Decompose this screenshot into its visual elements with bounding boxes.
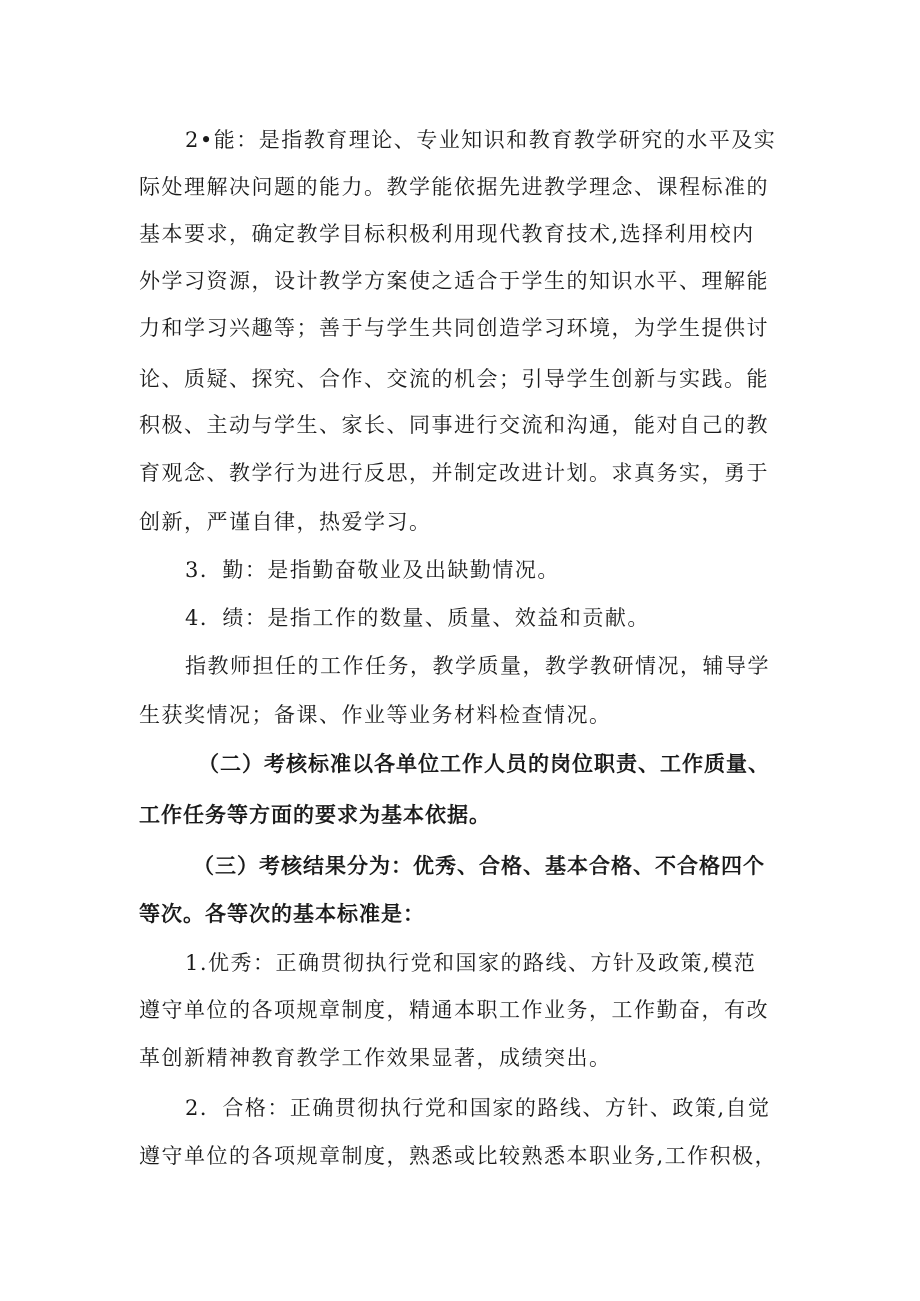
- paragraph-line: 积极、主动与学生、家长、同事进行交流和沟通，能对自己的教: [139, 413, 769, 437]
- paragraph-line: 力和学习兴趣等；善于与学生共同创造学习环境，为学生提供讨: [139, 316, 769, 340]
- paragraph-line: 育观念、教学行为进行反思，并制定改进计划。求真务实，勇于: [139, 461, 769, 485]
- paragraph-line: 遵守单位的各项规章制度，熟悉或比较熟悉本职业务,工作积极，: [139, 1144, 778, 1168]
- section-heading-line: 等次。各等次的基本标准是：: [139, 902, 425, 926]
- paragraph-line: 2•能：是指教育理论、专业知识和教育教学研究的水平及实: [185, 128, 777, 152]
- paragraph-line: 4．绩：是指工作的数量、质量、效益和贡献。: [185, 606, 650, 630]
- paragraph-line: 基本要求，确定教学目标积极利用现代教育技术,选择利用校内: [139, 222, 755, 246]
- paragraph-line: 际处理解决问题的能力。教学能依据先进教学理念、课程标准的: [139, 175, 769, 199]
- paragraph-line: 创新，严谨自律，热爱学习。: [139, 510, 432, 534]
- paragraph-line: 外学习资源，设计教学方案使之适合于学生的知识水平、理解能: [139, 269, 769, 293]
- section-heading-line: （三）考核结果分为：优秀、合格、基本合格、不合格四个: [193, 854, 765, 878]
- section-heading-line: 工作任务等方面的要求为基本依据。: [139, 803, 491, 827]
- paragraph-line: 1.优秀：正确贯彻执行党和国家的路线、方针及政策,模范: [185, 951, 757, 975]
- paragraph-line: 革创新精神教育教学工作效果显著，成绩突出。: [139, 1046, 612, 1070]
- paragraph-line: 生获奖情况；备课、作业等业务材料检查情况。: [139, 703, 612, 727]
- paragraph-line: 遵守单位的各项规章制度，精通本职工作业务，工作勤奋，有改: [139, 998, 769, 1022]
- paragraph-line: 2．合格：正确贯彻执行党和国家的路线、方针、政策,自觉: [185, 1096, 771, 1120]
- paragraph-line: 论、质疑、探究、合作、交流的机会；引导学生创新与实践。能: [139, 367, 769, 391]
- section-heading-line: （二）考核标准以各单位工作人员的岗位职责、工作质量、: [198, 752, 770, 776]
- paragraph-line: 3．勤：是指勤奋敬业及出缺勤情况。: [185, 558, 560, 582]
- paragraph-line: 指教师担任的工作任务，教学质量，教学教研情况，辅导学: [185, 654, 770, 678]
